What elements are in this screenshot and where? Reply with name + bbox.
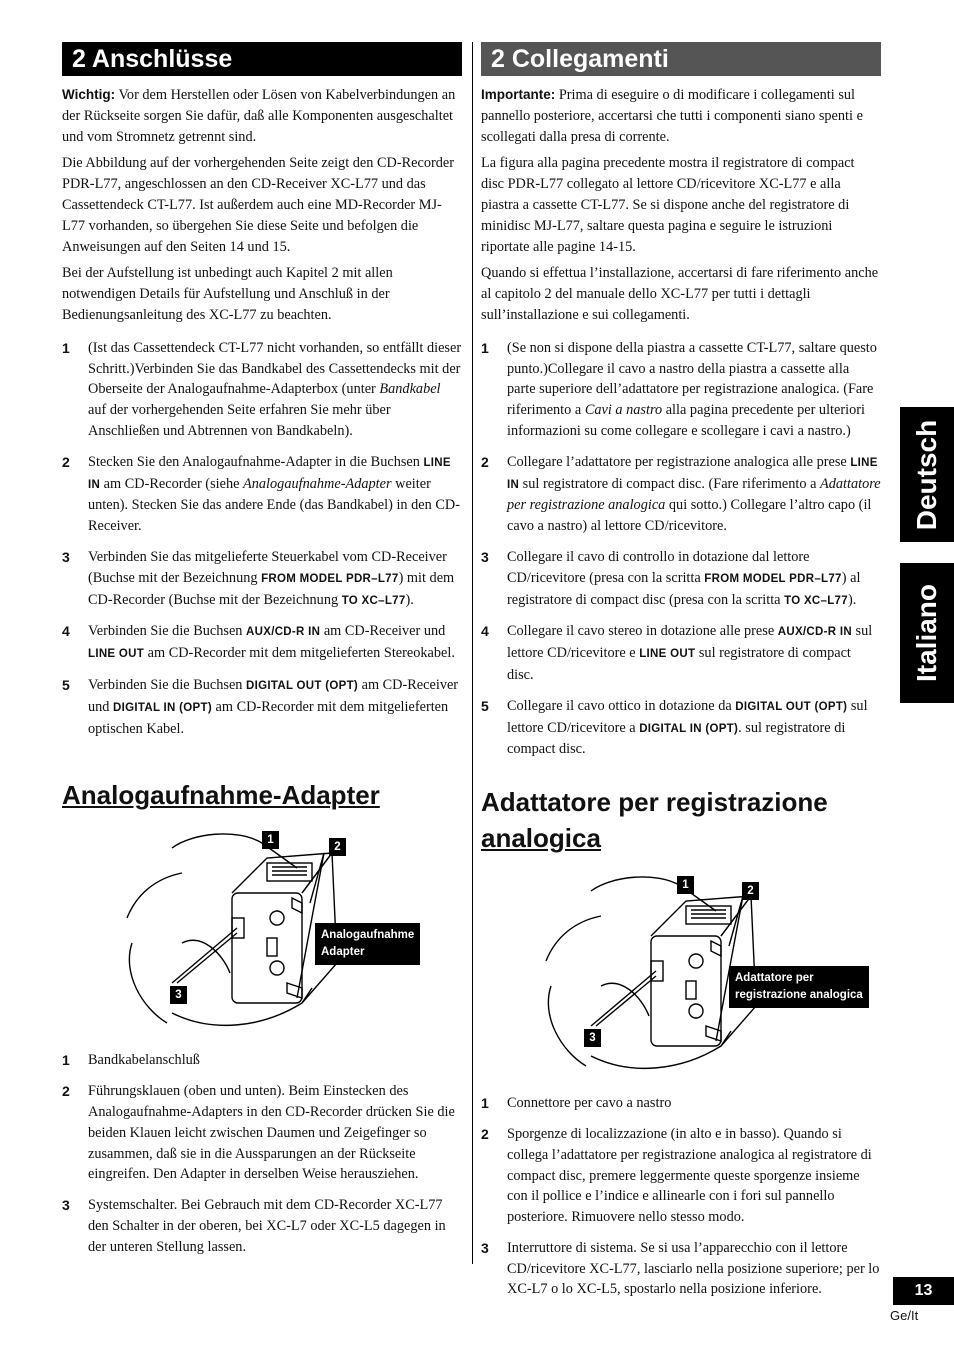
part-number: 1	[481, 1095, 489, 1112]
adapter-label-de	[315, 923, 420, 965]
callout-1: 1	[262, 831, 279, 849]
step-number: 1	[62, 339, 70, 356]
step-text: Verbinden Sie die Buchsen	[88, 676, 247, 693]
jack-label: TO XC–L77	[341, 594, 406, 607]
callout-3: 3	[170, 986, 187, 1004]
part-text: Führungsklauen (oben und unten). Beim Einstecken des Analogaufnahme-Adapters in den CD-Recorder drücken Sie die beiden Klauen leicht zwischen Daumen und Zeigefinger so zusammen, daß sie in die Aussparungen an der Rückseite eingreifen. Den Adapter in derselben Weise herausziehen.	[88, 1083, 455, 1183]
intro-lead-it: Importante:	[481, 87, 556, 102]
paragraph-3-de: Bei der Aufstellung ist unbedingt auch Kapitel 2 mit allen notwendigen Details für Aufstellung und Anschluß in der Bedienungsanleitung des XC-L77 zu beachten.	[62, 265, 393, 323]
part-number: 3	[62, 1197, 70, 1214]
adapter-label-line: registrazione analogica	[735, 989, 863, 1002]
step-number: 5	[62, 676, 70, 693]
paragraph-2-de: Die Abbildung auf der vorhergehenden Seite zeigt den CD-Recorder PDR-L77, angeschlossen an den CD-Receiver XC-L77 und das Cassettendeck CT-L77. Ist außerdem auch eine MD-Recorder MJ-L77 vorhanden, so übergehen Sie diese Seite und befolgen die Anweisungen auf den Seiten 14 und 15.	[62, 155, 454, 255]
jack-label: DIGITAL OUT (OPT)	[735, 700, 848, 713]
parts-list-de	[62, 1050, 462, 1257]
jack-label: LINE OUT	[639, 648, 696, 661]
intro-text-de: Vor dem Herstellen oder Lösen von Kabelverbindungen an der Rückseite sorgen Sie dafür, daß alle Komponenten ausgeschaltet und vom Stromnetz getrennt sind.	[62, 87, 456, 145]
part-number: 2	[481, 1125, 489, 1142]
step-number: 4	[481, 623, 489, 640]
jack-label: DIGITAL IN (OPT)	[113, 701, 212, 714]
part-number: 2	[62, 1083, 70, 1100]
part-text: Sporgenze di localizzazione (in alto e in basso). Quando si collega l’adattatore per registrazione analogica al registratore di compact disc, premere leggermente queste sporgenze insieme con il pollice e l’indice e allinearle con i fori sul pannello posteriore. Rimuovere nello stesso modo.	[507, 1125, 872, 1226]
jack-label: FROM MODEL PDR–L77	[704, 572, 842, 585]
step-text: Collegare il cavo stereo in dotazione alle prese	[507, 623, 778, 640]
parts-list-it	[481, 1093, 881, 1300]
italian-column	[481, 42, 881, 1310]
steps-list-de	[62, 338, 462, 740]
language-tab-italiano	[900, 563, 954, 703]
step-text: alla pagina precedente per ulteriori informazioni su come collegare e scollegare i cavi a nastro.)	[507, 402, 865, 439]
tab-label: Deutsch	[911, 419, 942, 530]
adapter-label-it	[729, 966, 869, 1008]
jack-label: DIGITAL IN (OPT)	[639, 722, 739, 735]
part-item-it	[481, 1124, 881, 1228]
step-item-it	[481, 696, 881, 760]
section-title-line: analogica	[481, 823, 601, 854]
jack-label: LINE IN	[507, 456, 878, 491]
step-text: . sul registratore di compact disc.	[507, 719, 846, 758]
step-item-de	[62, 547, 462, 611]
step-number: 2	[62, 453, 70, 470]
step-text-italic: Analogaufnahme-Adapter	[243, 475, 392, 492]
step-item-de	[62, 675, 462, 739]
step-text: Verbinden Sie das mitgelieferte Steuerkabel vom CD-Receiver (Buchse mit der Bezeichnung	[88, 548, 447, 586]
callout-2: 2	[742, 882, 759, 900]
section-title-line: Adattatore per registrazione	[481, 787, 828, 818]
step-text: Collegare il cavo di controllo in dotazione dal lettore CD/ricevitore (presa con la scritta	[507, 548, 810, 586]
step-text: auf der vorhergehenden Seite erfahren Sie mehr über Anschließen und Abtrennen von Bandkabeln).	[88, 402, 391, 439]
step-item-it	[481, 338, 881, 442]
page-code: Ge/It	[890, 1308, 919, 1323]
step-text: (Ist das Cassettendeck CT-L77 nicht vorhanden, so entfällt dieser Schritt.)Verbinden Sie das Bandkabel des Cassettendecks mit der Oberseite der Analogaufnahme-Adapterbox (unter	[88, 339, 462, 398]
step-item-de	[62, 338, 462, 442]
jack-label: DIGITAL OUT (OPT)	[246, 679, 359, 692]
part-item-it	[481, 1238, 881, 1300]
part-number: 1	[62, 1052, 70, 1069]
part-item-de	[62, 1081, 462, 1185]
column-divider	[472, 42, 473, 1264]
step-text: am CD-Receiver und	[320, 623, 446, 640]
paragraph-3-it: Quando si effettua l’installazione, accertarsi di fare riferimento anche al capitolo 2 del manuale dello XC-L77 per tutti i dettagli sull’installazione e sui collegamenti.	[481, 265, 879, 323]
tab-label: Italiano	[911, 583, 942, 683]
step-text: ) mit dem CD-Recorder (Buchse mit der Bezeichnung	[88, 569, 455, 608]
callout-2: 2	[329, 838, 346, 856]
step-item-de	[62, 452, 462, 537]
intro-text-it: Prima di eseguire o di modificare i collegamenti sul pannello posteriore, accertarsi che tutti i componenti siano spenti e scollegati dalla presa di corrente.	[481, 87, 863, 145]
step-text: qui sotto.) Collegare l’altro capo (il cavo a nastro) al lettore CD/ricevitore.	[507, 497, 872, 535]
step-text: sul lettore CD/ricevitore e	[507, 623, 873, 662]
page-number: 13	[893, 1277, 954, 1305]
step-text: Stecken Sie den Analogaufnahme-Adapter in die Buchsen	[88, 453, 424, 470]
step-item-de	[62, 621, 462, 665]
jack-label: LINE OUT	[88, 648, 145, 661]
step-number: 1	[481, 339, 489, 356]
chapter-banner-de: 2 Anschlüsse	[62, 42, 462, 76]
step-text: am CD-Receiver und	[88, 676, 459, 715]
step-text: sul registratore di compact disc. (Fare riferimento a	[519, 475, 821, 492]
part-text: Systemschalter. Bei Gebrauch mit dem CD-Recorder XC-L77 den Schalter in der oberen, bei XC-L7 oder XC-L5 dagegen in der unteren Stellung lassen.	[88, 1197, 446, 1255]
step-text: am CD-Recorder mit dem mitgelieferten optischen Kabel.	[88, 698, 449, 737]
step-item-it	[481, 621, 881, 685]
callout-1: 1	[677, 876, 694, 894]
jack-label: TO XC–L77	[784, 594, 848, 607]
part-number: 3	[481, 1239, 489, 1256]
step-text: am CD-Recorder mit dem mitgelieferten Stereokabel.	[144, 645, 455, 662]
step-text: weiter unten). Stecken Sie das andere Ende (das Bandkabel) in den CD-Receiver.	[88, 475, 460, 535]
part-item-it	[481, 1093, 881, 1114]
step-item-it	[481, 452, 881, 537]
part-text: Interruttore di sistema. Se si usa l’apparecchio con il lettore CD/ricevitore XC-L77, lasciarlo nella posizione superiore; per lo XC-L7 o lo XC-L5, spostarlo nella posizione inferiore.	[507, 1239, 880, 1298]
language-tab-deutsch	[900, 407, 954, 542]
section-title-it	[481, 784, 881, 856]
step-text-italic: Cavi a nastro	[584, 402, 663, 419]
jack-label: LINE IN	[88, 456, 451, 491]
section-title-de: Analogaufnahme-Adapter	[62, 780, 380, 811]
step-text: Verbinden Sie die Buchsen	[88, 623, 247, 640]
intro-paragraph-it	[481, 85, 881, 147]
intro-lead-de: Wichtig:	[62, 87, 116, 102]
step-number: 5	[481, 697, 489, 714]
adapter-label-line: Adapter	[321, 946, 365, 959]
chapter-banner-it: 2 Collegamenti	[481, 42, 881, 76]
step-text: ) al registratore di compact disc (presa con la scritta	[507, 569, 861, 608]
step-text-italic: Adattatore per registrazione analogica	[507, 475, 881, 514]
steps-list-it	[481, 338, 881, 760]
jack-label: AUX/CD-R IN	[246, 626, 321, 639]
step-text: Collegare l’adattatore per registrazione analogica alle prese	[507, 453, 851, 470]
adapter-illustration-de	[62, 823, 462, 1038]
step-number: 4	[62, 623, 70, 640]
step-text: ).	[847, 591, 857, 608]
step-number: 3	[481, 548, 489, 565]
jack-label: FROM MODEL PDR–L77	[261, 572, 399, 585]
step-text: (Se non si dispone della piastra a cassette CT-L77, saltare questo punto.)Collegare il cavo a nastro della piastra a cassette alla parte superiore dell’adattatore per registrazione analogica. (Fare riferimento a	[507, 339, 877, 419]
step-number: 2	[481, 453, 489, 470]
intro-paragraph-de	[62, 85, 462, 147]
step-item-it	[481, 547, 881, 611]
step-text-italic: Bandkabel	[379, 381, 441, 398]
jack-label: AUX/CD-R IN	[777, 626, 852, 639]
step-text: ).	[405, 591, 414, 608]
german-column	[62, 42, 462, 1267]
step-text: Collegare il cavo ottico in dotazione da	[507, 697, 736, 714]
adapter-label-line: Analogaufnahme	[321, 929, 415, 942]
step-text: am CD-Recorder (siehe	[100, 475, 244, 492]
part-item-de	[62, 1195, 462, 1257]
part-item-de	[62, 1050, 462, 1071]
callout-3: 3	[584, 1029, 601, 1047]
adapter-illustration-it	[481, 866, 881, 1081]
step-number: 3	[62, 548, 70, 565]
part-text: Bandkabelanschluß	[88, 1052, 200, 1069]
adapter-label-line: Adattatore per	[735, 972, 814, 985]
paragraph-2-it: La figura alla pagina precedente mostra il registratore di compact disc PDR-L77 collegato al lettore CD/ricevitore XC-L77 e alla piastra a cassette CT-L77. Se si dispone anche del registratore di minidisc MJ-L77, saltare questa pagina e seguire le istruzioni riportate alle pagine 14-15.	[481, 155, 855, 255]
part-text: Connettore per cavo a nastro	[507, 1095, 672, 1112]
step-text: sul lettore CD/ricevitore a	[507, 697, 868, 736]
step-text: sul registratore di compact disc.	[507, 645, 851, 683]
